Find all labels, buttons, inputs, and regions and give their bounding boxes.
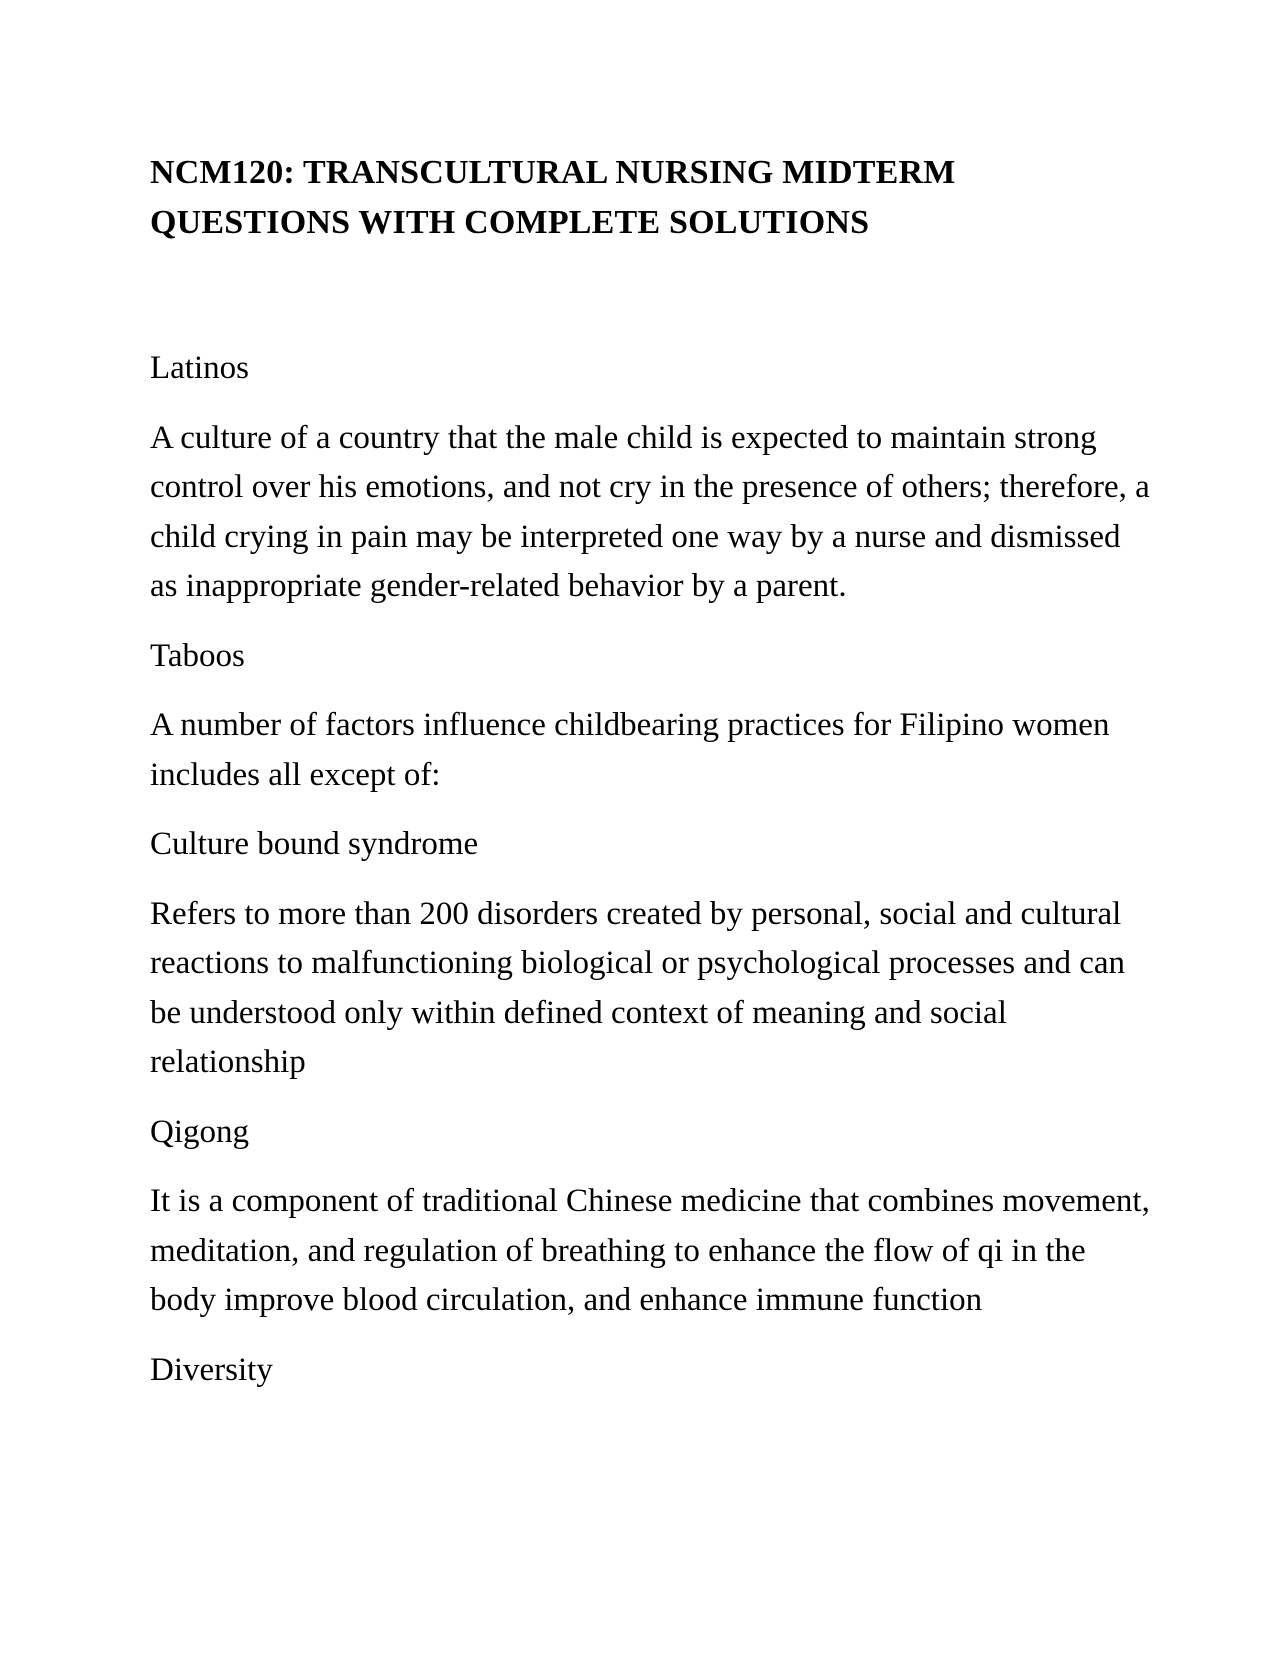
qa-list	[150, 344, 1150, 1395]
document-title	[150, 148, 1150, 248]
question-text: Refers to more than 200 disorders created by personal, social and cultural reactions to malfunctioning biological or psychological processes and can be understood only within defined context of meaning and social relationship	[150, 895, 1126, 1080]
question-text: A number of factors influence childbearing practices for Filipino women includes all except of:	[150, 707, 1110, 793]
answer-term: Diversity	[150, 1351, 273, 1388]
question-text: A culture of a country that the male child is expected to maintain strong control over his emotions, and not cry in the presence of others; therefore, a child crying in pain may be interpreted one way by a nurse and dismissed as inappropriate gender-related behavior by a parent.	[150, 419, 1150, 604]
document-title-line-2: QUESTIONS WITH COMPLETE SOLUTIONS	[150, 204, 870, 241]
document-content	[150, 148, 1150, 1415]
question-text: It is a component of traditional Chinese medicine that combines movement, meditation, and regulation of breathing to enhance the flow of qi in the body improve blood circulation, and enhance immune function	[150, 1183, 1150, 1318]
document-title-line-1: NCM120: TRANSCULTURAL NURSING MIDTERM	[150, 154, 956, 191]
answer-term: Qigong	[150, 1113, 249, 1150]
answer-term: Latinos	[150, 350, 249, 386]
answer-term: Taboos	[150, 637, 245, 674]
answer-term: Culture bound syndrome	[150, 826, 479, 862]
